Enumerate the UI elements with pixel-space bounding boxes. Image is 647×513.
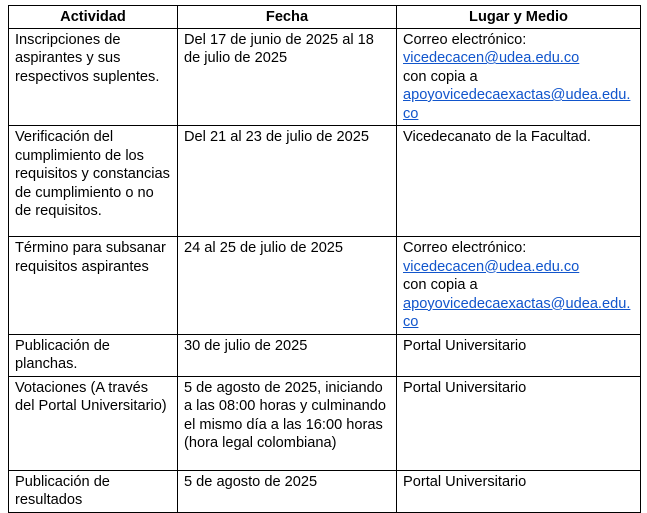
cell-lugar: Portal Universitario bbox=[397, 334, 641, 376]
cell-lugar: Vicedecanato de la Facultad. bbox=[397, 126, 641, 237]
cell-fecha: 30 de julio de 2025 bbox=[178, 334, 397, 376]
table-row bbox=[9, 126, 641, 237]
cell-actividad: Votaciones (A través del Portal Universitario) bbox=[9, 376, 178, 470]
email-label: Correo electrónico: bbox=[403, 31, 527, 48]
cell-fecha: Del 17 de junio de 2025 al 18 de julio de 2025 bbox=[178, 28, 397, 126]
cell-lugar: Portal Universitario bbox=[397, 470, 641, 512]
table-row bbox=[9, 376, 641, 470]
table-row bbox=[9, 28, 641, 126]
header-lugar-medio: Lugar y Medio bbox=[397, 6, 641, 29]
cell-actividad: Publicación de resultados bbox=[9, 470, 178, 512]
email-link-vicedecacen[interactable]: vicedecacen@udea.edu.co bbox=[403, 258, 580, 275]
cell-actividad: Inscripciones de aspirantes y sus respectivos suplentes. bbox=[9, 28, 178, 126]
copy-label: con copia a bbox=[403, 277, 478, 293]
table-header-row bbox=[9, 6, 641, 29]
cell-lugar: Portal Universitario bbox=[397, 376, 641, 470]
header-actividad: Actividad bbox=[9, 6, 178, 29]
email-link-vicedecacen[interactable]: vicedecacen@udea.edu.co bbox=[403, 50, 580, 66]
cell-fecha: Del 21 al 23 de julio de 2025 bbox=[178, 126, 397, 237]
copy-label: con copia a bbox=[403, 68, 478, 85]
cell-lugar bbox=[397, 28, 641, 126]
header-fecha: Fecha bbox=[178, 6, 397, 29]
email-label: Correo electrónico: bbox=[403, 240, 527, 256]
table-row bbox=[9, 334, 641, 376]
table-row bbox=[9, 470, 641, 512]
cell-actividad: Verificación del cumplimiento de los requisitos y constancias de cumplimiento o no de requisitos. bbox=[9, 126, 178, 237]
cell-fecha: 5 de agosto de 2025, iniciando a las 08:00 horas y culminando el mismo día a las 16:00 horas (hora legal colombiana) bbox=[178, 376, 397, 470]
cell-fecha: 5 de agosto de 2025 bbox=[178, 470, 397, 512]
email-link-apoyo[interactable]: apoyovicedecaexactas@udea.edu.co bbox=[403, 295, 631, 330]
cell-fecha: 24 al 25 de julio de 2025 bbox=[178, 237, 397, 335]
table-row bbox=[9, 237, 641, 335]
cell-actividad: Término para subsanar requisitos aspirantes bbox=[9, 237, 178, 335]
election-schedule-table bbox=[8, 5, 641, 513]
cell-lugar bbox=[397, 237, 641, 335]
cell-actividad: Publicación de planchas. bbox=[9, 334, 178, 376]
email-link-apoyo[interactable]: apoyovicedecaexactas@udea.edu.co bbox=[403, 87, 631, 122]
